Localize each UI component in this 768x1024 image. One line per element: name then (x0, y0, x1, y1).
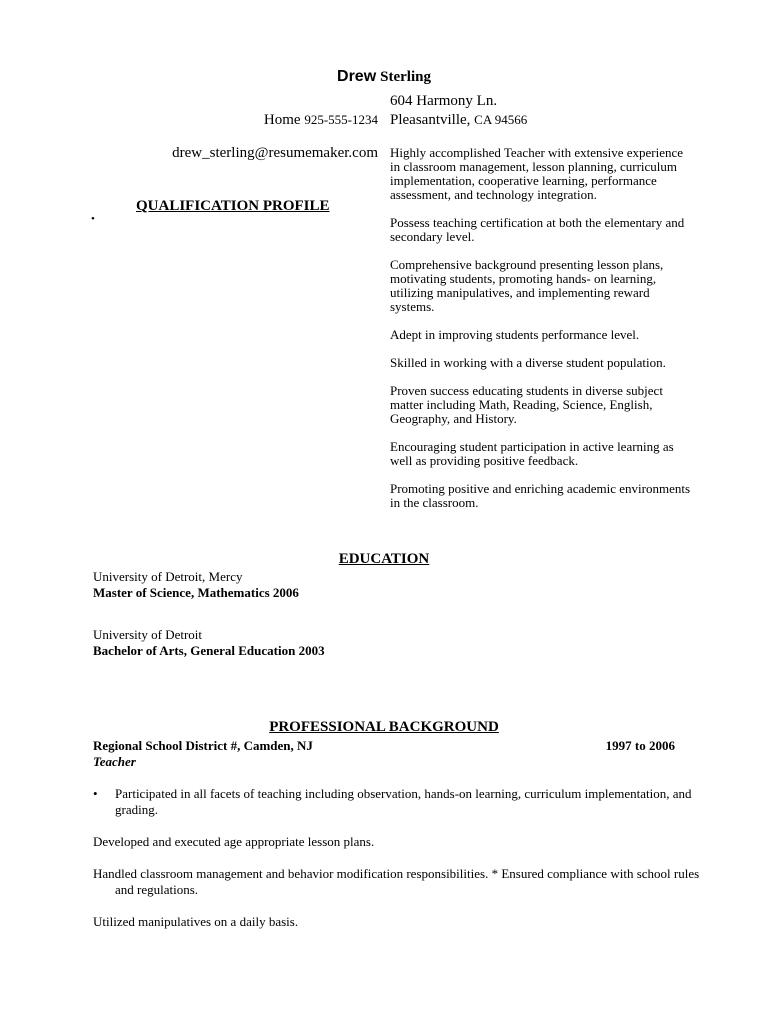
candidate-name (0, 68, 768, 86)
job-duty: Utilized manipulatives on a daily basis. (93, 914, 299, 929)
education-school: University of Detroit, Mercy (93, 569, 243, 584)
home-phone-line (264, 112, 378, 129)
education-school: University of Detroit (93, 627, 203, 642)
qualification-item: Comprehensive background presenting lesson plans, motivating students, promoting hands- on learning, utilizing manipulatives, and implementing reward systems. (390, 257, 664, 314)
job-dates: 1997 to 2006 (605, 738, 675, 753)
home-label: Home (263, 112, 301, 128)
job-duty (93, 786, 700, 818)
qualification-item: Highly accomplished Teacher with extensive experience in classroom management, lesson planning, curriculum implementation, cooperative learning, performance assessment, and technology integration. (390, 145, 684, 202)
home-phone: 925-555-1234 (304, 112, 378, 127)
qualification-item: Encouraging student participation in active learning as well as providing positive feedback. (390, 439, 674, 468)
qualification-item: Adept in improving students performance level. (390, 327, 640, 342)
job-employer: Regional School District #, Camden, NJ (93, 738, 313, 753)
qualification-item: Proven success educating students in diverse subject matter including Math, Reading, Science, English, Geography, and History. (390, 383, 663, 426)
bullet-glyph: • (91, 213, 95, 225)
education-heading: EDUCATION (338, 551, 430, 567)
city: Pleasantville, (390, 112, 471, 128)
last-name: Sterling (380, 69, 431, 85)
state-zip: CA 94566 (474, 112, 528, 127)
email-address: drew_sterling@resumemaker.com (172, 145, 378, 161)
job-title: Teacher (93, 754, 136, 769)
address-line1: 604 Harmony Ln. (390, 93, 498, 109)
qualification-item: Promoting positive and enriching academic environments in the classroom. (390, 481, 691, 510)
bullet-glyph: • (93, 786, 98, 801)
qualification-item: Skilled in working with a diverse student population. (390, 355, 666, 370)
education-degree: Master of Science, Mathematics 2006 (93, 585, 299, 600)
professional-background-heading: PROFESSIONAL BACKGROUND (269, 719, 499, 735)
qualification-list (390, 146, 690, 524)
address-line2 (390, 112, 527, 129)
qualification-item: Possess teaching certification at both the elementary and secondary level. (390, 215, 685, 244)
job-duty-text: Participated in all facets of teaching including observation, hands-on learning, curriculum implementation, and grading. (115, 786, 692, 817)
job-duty: Handled classroom management and behavior modification responsibilities. * Ensured compliance with school rules and regulations. (93, 866, 700, 897)
job-duty: Developed and executed age appropriate lesson plans. (93, 834, 375, 849)
education-degree: Bachelor of Arts, General Education 2003 (93, 643, 325, 658)
qualification-profile-heading: QUALIFICATION PROFILE (136, 198, 330, 214)
first-name: Drew (337, 68, 377, 85)
